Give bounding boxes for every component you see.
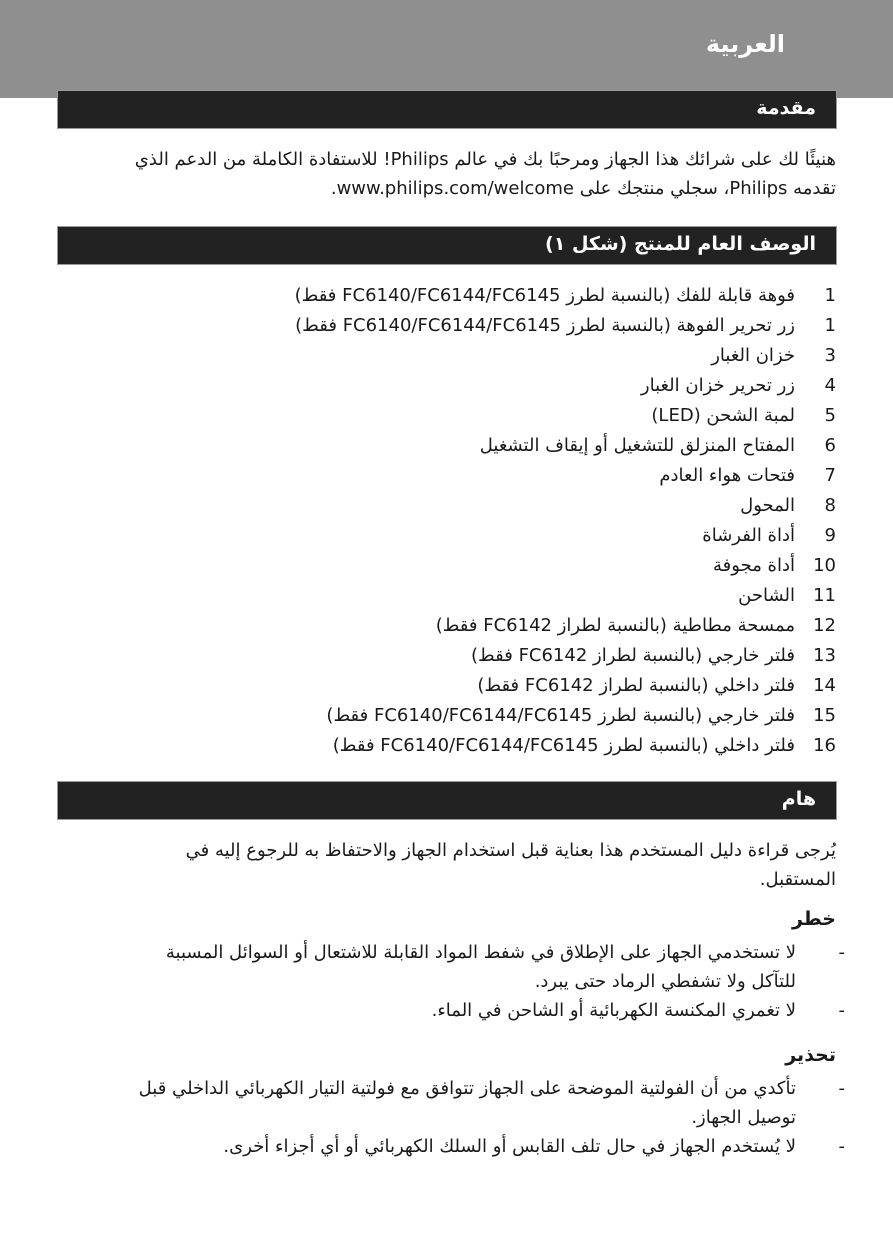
list-item [76,610,836,640]
item-text: لمبة الشحن (LED) [651,404,795,426]
section-heading-introduction [57,90,837,129]
item-text: فلتر خارجي (بالنسبة لطرز FC6140/FC6144/FC6145 فقط) [326,704,795,726]
bullet-dash: - [838,1000,845,1021]
paragraph-line: يُرجى قراءة دليل المستخدم هذا بعناية قبل استخدام الجهاز والاحتفاظ به للرجوع إليه في [185,840,836,861]
list-item [76,640,836,670]
list-item [56,1074,845,1132]
item-number: 7 [824,464,836,486]
item-text: فلتر داخلي (بالنسبة لطراز FC6142 فقط) [477,674,795,696]
item-number: 1 [824,314,836,336]
bullet-dash: - [838,1136,845,1157]
item-number: 4 [824,374,836,396]
list-item [56,938,845,996]
list-item [76,490,836,520]
bullet-dash: - [838,1078,845,1099]
list-item [56,1132,845,1161]
item-text: خزان الغبار [711,344,795,366]
item-text: فلتر داخلي (بالنسبة لطرز FC6140/FC6144/FC6145 فقط) [332,734,795,756]
item-number: 3 [824,344,836,366]
list-item [76,280,836,310]
item-text: أداة مجوفة [713,554,795,576]
list-item [76,700,836,730]
item-text: فتحات هواء العادم [659,464,795,486]
item-text: زر تحرير الفوهة (بالنسبة لطرز FC6140/FC6144/FC6145 فقط) [295,314,795,336]
section-heading-text: هام [781,788,816,810]
list-item [76,310,836,340]
list-item [76,340,836,370]
item-text: فوهة قابلة للفك (بالنسبة لطرز FC6140/FC6144/FC6145 فقط) [294,284,795,306]
introduction-paragraph [56,145,836,203]
item-number: 9 [824,524,836,546]
item-number: 5 [824,404,836,426]
item-number: 13 [813,644,836,666]
list-item [56,996,845,1025]
bullet-text [56,996,796,1025]
item-text: ممسحة مطاطية (بالنسبة لطراز FC6142 فقط) [435,614,795,636]
list-item [76,460,836,490]
paragraph-line: هنيئًا لك على شرائك هذا الجهاز ومرحبًا بك في عالم Philips! للاستفادة الكاملة من الدعم الذي [134,149,836,170]
bullet-line: تأكدي من أن الفولتية الموضحة على الجهاز تتوافق مع فولتية التيار الكهربائي الداخلي قبل [138,1078,796,1099]
danger-subheading: خطر [791,908,836,930]
language-title: العربية [705,30,785,58]
important-paragraph [56,836,836,894]
bullet-dash: - [838,942,845,963]
item-text: أداة الفرشاة [702,524,795,546]
bullet-text [56,938,796,996]
bullet-line: للتآكل ولا تشفطي الرماد حتى يبرد. [534,971,796,992]
bullet-line: لا تغمري المكنسة الكهربائية أو الشاحن في الماء. [431,1000,796,1021]
item-number: 16 [813,734,836,756]
item-number: 10 [813,554,836,576]
list-item [76,400,836,430]
item-text: المحول [740,494,795,516]
item-text: الشاحن [738,584,795,606]
item-number: 11 [813,584,836,606]
section-heading-important [57,781,837,820]
item-number: 14 [813,674,836,696]
list-item [76,370,836,400]
item-number: 8 [824,494,836,516]
bullet-line: لا يُستخدم الجهاز في حال تلف القابس أو السلك الكهربائي أو أي أجزاء أخرى. [223,1136,796,1157]
bullet-text [56,1074,796,1132]
list-item [76,430,836,460]
item-text: فلتر خارجي (بالنسبة لطراز FC6142 فقط) [471,644,795,666]
paragraph-line: المستقبل. [759,869,836,890]
language-header-band [0,0,893,98]
section-heading-general-description [57,226,837,265]
item-number: 12 [813,614,836,636]
list-item [76,730,836,760]
section-heading-text: الوصف العام للمنتج (شكل ١) [545,233,816,255]
item-number: 15 [813,704,836,726]
paragraph-line: تقدمه Philips، سجلي منتجك على www.philips.com/welcome. [330,178,836,199]
list-item [76,550,836,580]
list-item [76,670,836,700]
warning-subheading: تحذير [785,1044,836,1066]
bullet-line: لا تستخدمي الجهاز على الإطلاق في شفط المواد القابلة للاشتعال أو السوائل المسببة [165,942,796,963]
bullet-text [56,1132,796,1161]
list-item [76,520,836,550]
section-heading-text: مقدمة [756,97,816,119]
parts-list [76,280,836,760]
item-text: زر تحرير خزان الغبار [640,374,795,396]
danger-list [56,938,845,1025]
bullet-line: توصيل الجهاز. [691,1107,796,1128]
item-text: المفتاح المنزلق للتشغيل أو إيقاف التشغيل [479,434,795,456]
warning-list [56,1074,845,1161]
list-item [76,580,836,610]
item-number: 6 [824,434,836,456]
item-number: 1 [824,284,836,306]
